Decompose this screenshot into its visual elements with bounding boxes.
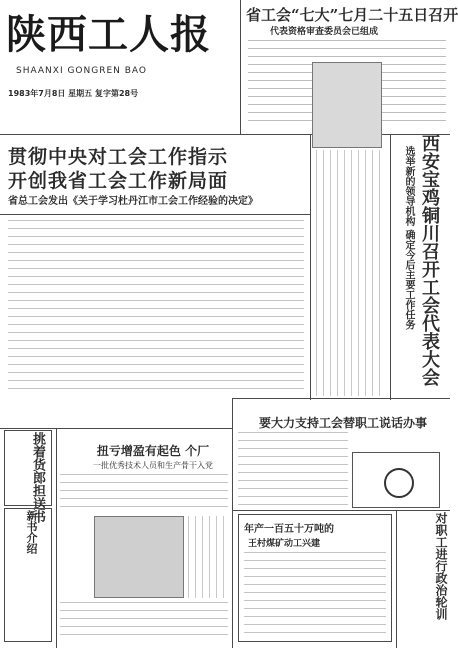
coal-mine-headline: 王村煤矿动工兴建 — [248, 539, 321, 549]
coal-mine-body-text — [244, 552, 386, 638]
news-photo — [94, 516, 184, 598]
banner-body-text — [238, 432, 348, 506]
lower-right-rule — [396, 510, 397, 648]
banner-headline: 要大力支持工会替职工说话办事 — [258, 416, 427, 430]
center-column-rule — [310, 134, 311, 400]
lower-section-rule — [0, 428, 232, 429]
right-column-headline: 西安宝鸡铜川召开工会代表大会 — [419, 134, 440, 386]
left-sidebar-title: 挑着货郎担送书 — [30, 432, 45, 523]
middle-story-subhead: 一批优秀技术人员和生产骨干入党 — [93, 461, 213, 470]
left-sidebar-2-title: 新书介绍 — [25, 510, 38, 554]
main-subhead: 省总工会发出《关于学习杜丹江市工会工作经验的决定》 — [8, 196, 258, 207]
issue-date-line: 1983年7月8日 星期五 复字第28号 — [8, 89, 139, 98]
right-column-rule — [390, 134, 391, 400]
lower-center-rule — [232, 398, 233, 648]
lower-left-column-rule — [56, 428, 57, 648]
main-headline-rule — [0, 214, 310, 215]
photo-caption-text — [188, 516, 228, 598]
main-story-body-text — [8, 220, 304, 396]
bottom-right-title: 对职工进行政治轮训 — [434, 512, 448, 620]
center-column-body-text — [316, 150, 384, 396]
right-lower-rule — [232, 510, 450, 511]
main-headline-line-1: 贯彻中央对工会工作指示 — [8, 146, 229, 168]
portrait-photo — [312, 62, 382, 148]
main-headline-line-2: 开创我省工会工作新局面 — [8, 170, 229, 192]
masthead-bottom-rule — [0, 134, 450, 135]
top-right-subhead: 代表资格审查委员会已组成 — [270, 27, 379, 37]
masthead-divider-rule — [240, 0, 241, 134]
top-right-headline: 省工会“七大”七月二十五日召开 — [246, 6, 458, 24]
right-column-kicker: 选举新的领导机构 确定今后主要工作任务 — [403, 146, 414, 330]
masthead-pinyin: SHAANXI GONGREN BAO — [16, 66, 148, 76]
middle-story-body-text — [60, 474, 228, 512]
coal-mine-kicker: 年产一百五十万吨的 — [244, 524, 334, 535]
masthead-title: 陕西工人报 — [6, 11, 211, 58]
middle-story-headline: 扭亏增盈有起色 个厂 — [96, 444, 210, 458]
lower-middle-body-text — [60, 602, 228, 642]
banner-top-rule — [232, 398, 450, 399]
seal-emblem-icon — [384, 468, 414, 498]
